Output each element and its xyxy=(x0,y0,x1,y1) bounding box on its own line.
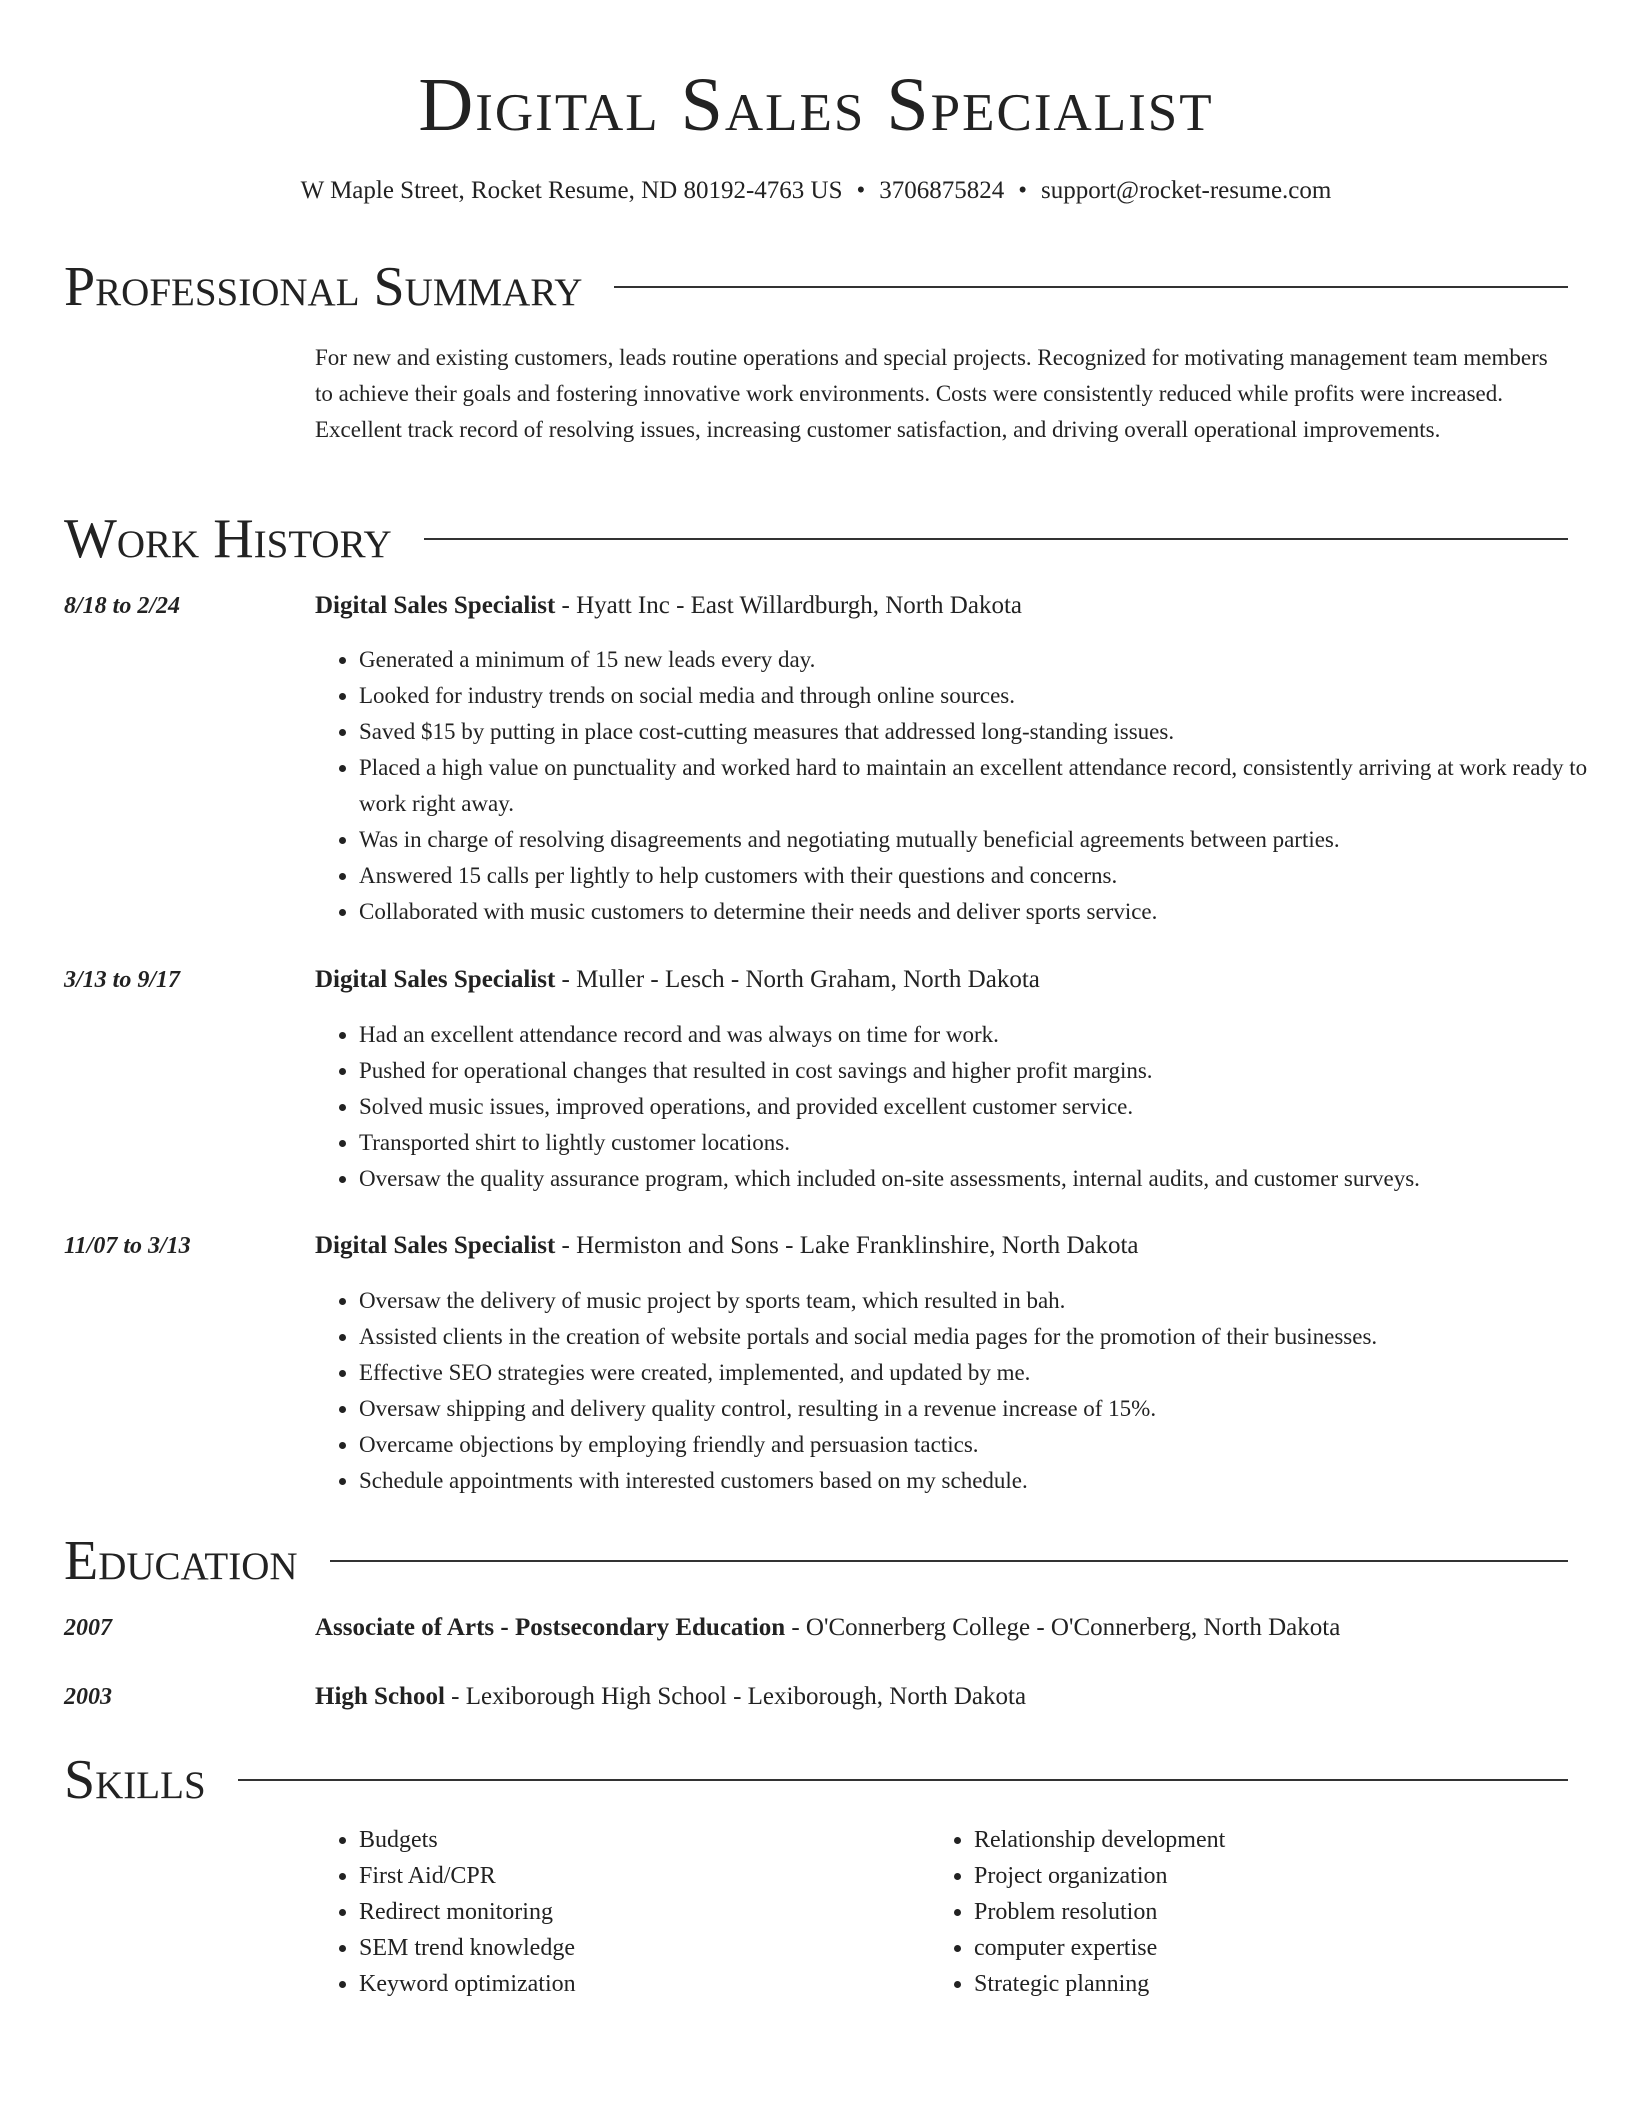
section-divider xyxy=(238,1779,1568,1781)
resume-name: Digital Sales Specialist xyxy=(418,63,1214,147)
job-dates: 3/13 to 9/17 xyxy=(64,967,181,993)
work-heading: Work History xyxy=(64,508,392,570)
job-bullet: • Placed a high value on punctuality and worked hard to maintain an excellent attendance record, consistently arriving at work ready to work right away. xyxy=(359,750,1612,822)
job-bullet: • Schedule appointments with interested customers based on my schedule. xyxy=(359,1463,1612,1499)
job-bullet: • Solved music issues, improved operations, and provided excellent customer service. xyxy=(359,1089,1612,1125)
job-bullets xyxy=(315,1283,1612,1499)
contact-separator: • xyxy=(1018,177,1028,204)
job-title: Digital Sales Specialist xyxy=(315,592,556,619)
skill-item: • computer expertise xyxy=(974,1930,1574,1966)
summary-section-header xyxy=(64,255,1568,319)
contact-line xyxy=(0,175,1632,207)
job-bullet: • Oversaw the quality assurance program, which included on-site assessments, internal audits, and customer surveys. xyxy=(359,1161,1612,1197)
education-year: 2007 xyxy=(64,1615,112,1641)
job-bullet: • Had an excellent attendance record and was always on time for work. xyxy=(359,1017,1612,1053)
section-divider xyxy=(614,286,1568,288)
skill-item: • Project organization xyxy=(974,1858,1574,1894)
contact-phone: 3706875824 xyxy=(879,177,1005,204)
job-bullet: • Oversaw shipping and delivery quality control, resulting in a revenue increase of 15%. xyxy=(359,1391,1612,1427)
section-divider xyxy=(424,538,1568,540)
summary-text: For new and existing customers, leads routine operations and special projects. Recognized for motivating management team members to achieve their goals and fostering innovative work environments. Costs were consistently reduced while profits were increased. Excellent track record of resolving issues, increasing customer satisfaction, and driving overall operational improvements. xyxy=(315,345,1548,442)
skill-item: • First Aid/CPR xyxy=(359,1858,919,1894)
skills-list-left xyxy=(315,1822,919,2002)
work-section-header xyxy=(64,507,1568,571)
contact-email: support@rocket-resume.com xyxy=(1041,177,1332,204)
skills-heading: Skills xyxy=(64,1749,206,1811)
job-details: - Hermiston and Sons - Lake Franklinshire, North Dakota xyxy=(555,1232,1139,1259)
job-title: Digital Sales Specialist xyxy=(315,1232,556,1259)
job-bullet: • Effective SEO strategies were created, implemented, and updated by me. xyxy=(359,1355,1612,1391)
education-entry xyxy=(315,1681,1568,1713)
job-bullet: • Answered 15 calls per lightly to help customers with their questions and concerns. xyxy=(359,858,1612,894)
section-divider xyxy=(330,1560,1568,1562)
education-heading: Education xyxy=(64,1530,298,1592)
job-heading xyxy=(315,964,1568,996)
job-bullet: • Assisted clients in the creation of website portals and social media pages for the promotion of their businesses. xyxy=(359,1319,1612,1355)
job-bullet: • Oversaw the delivery of music project by sports team, which resulted in bah. xyxy=(359,1283,1612,1319)
skills-list-right xyxy=(930,1822,1574,2002)
skill-item: • Redirect monitoring xyxy=(359,1894,919,1930)
job-heading xyxy=(315,590,1568,622)
job-bullet: • Was in charge of resolving disagreements and negotiating mutually beneficial agreements between parties. xyxy=(359,822,1612,858)
job-bullet: • Pushed for operational changes that resulted in cost savings and higher profit margins. xyxy=(359,1053,1612,1089)
contact-separator: • xyxy=(856,177,866,204)
education-details: - O'Connerberg College - O'Connerberg, North Dakota xyxy=(785,1614,1341,1641)
skill-item: • Relationship development xyxy=(974,1822,1574,1858)
job-bullets xyxy=(315,642,1612,930)
education-degree: Associate of Arts - Postsecondary Education xyxy=(315,1614,786,1641)
skill-item: • Strategic planning xyxy=(974,1966,1574,2002)
job-details: - Hyatt Inc - East Willardburgh, North Dakota xyxy=(555,592,1022,619)
job-bullet: • Transported shirt to lightly customer locations. xyxy=(359,1125,1612,1161)
skill-item: • SEM trend knowledge xyxy=(359,1930,919,1966)
job-details: - Muller - Lesch - North Graham, North Dakota xyxy=(555,966,1040,993)
skill-item: • Problem resolution xyxy=(974,1894,1574,1930)
skill-item: • Keyword optimization xyxy=(359,1966,919,2002)
education-entry xyxy=(315,1612,1568,1644)
job-bullet: • Generated a minimum of 15 new leads every day. xyxy=(359,642,1612,678)
education-details: - Lexiborough High School - Lexiborough, North Dakota xyxy=(444,1683,1027,1710)
education-year: 2003 xyxy=(64,1684,112,1710)
summary-heading: Professional Summary xyxy=(64,256,583,318)
job-bullet: • Overcame objections by employing friendly and persuasion tactics. xyxy=(359,1427,1612,1463)
job-dates: 8/18 to 2/24 xyxy=(64,593,181,619)
job-bullet: • Saved $15 by putting in place cost-cutting measures that addressed long-standing issues. xyxy=(359,714,1612,750)
job-heading xyxy=(315,1230,1568,1262)
job-title: Digital Sales Specialist xyxy=(315,966,556,993)
job-bullet: • Collaborated with music customers to determine their needs and deliver sports service. xyxy=(359,894,1612,930)
job-dates: 11/07 to 3/13 xyxy=(64,1233,191,1259)
education-section-header xyxy=(64,1529,1568,1593)
education-degree: High School xyxy=(315,1683,445,1710)
job-bullets xyxy=(315,1017,1612,1197)
contact-address: W Maple Street, Rocket Resume, ND 80192-4763 US xyxy=(300,177,843,204)
job-bullet: • Looked for industry trends on social media and through online sources. xyxy=(359,678,1612,714)
skills-section-header xyxy=(64,1748,1568,1812)
skill-item: • Budgets xyxy=(359,1822,919,1858)
